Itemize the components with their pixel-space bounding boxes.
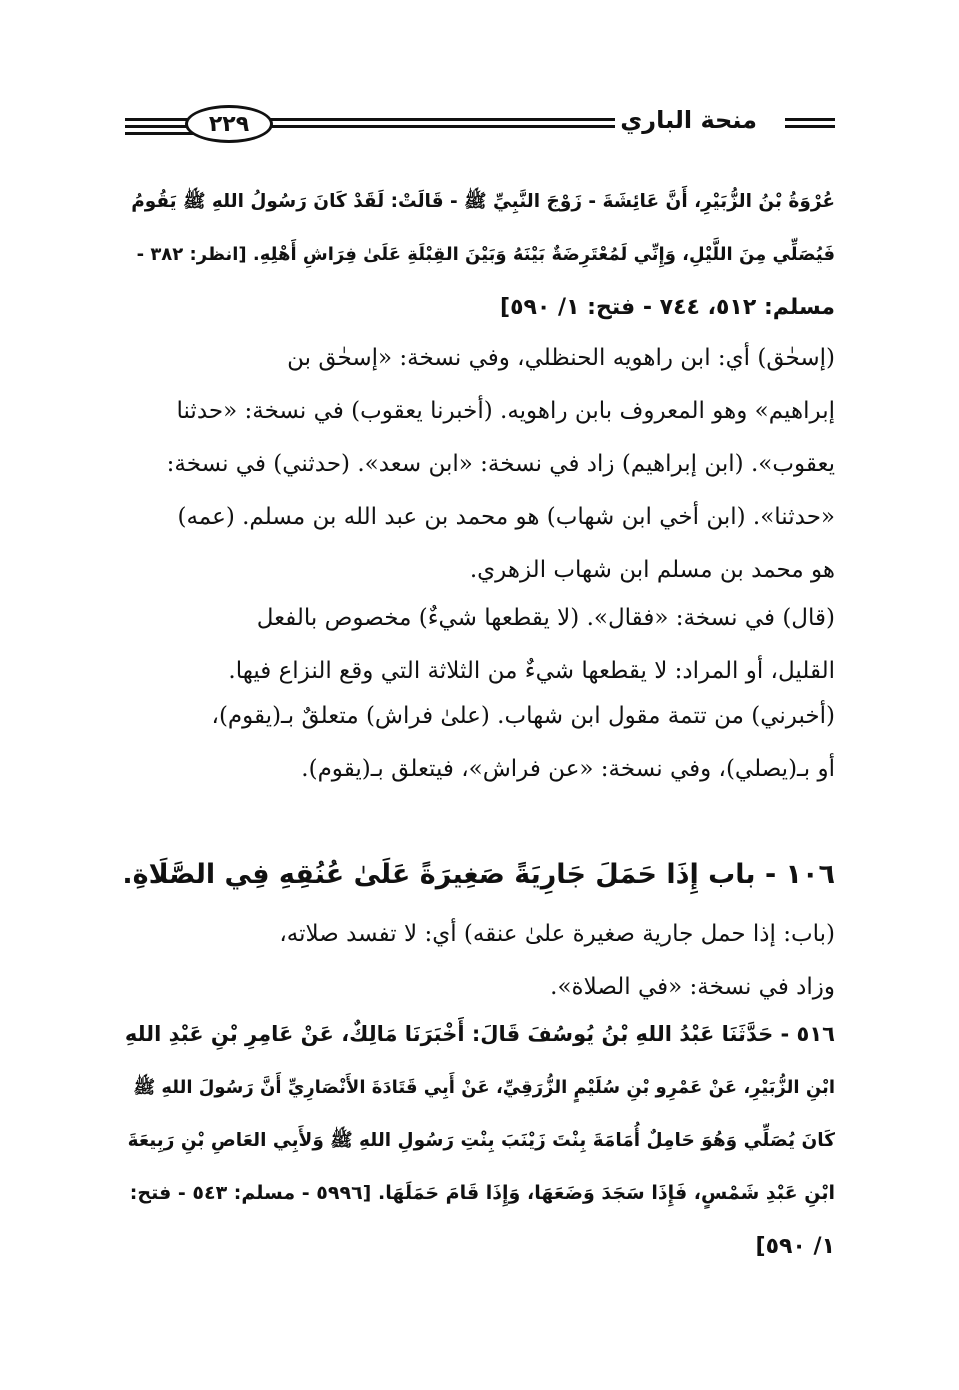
book-title: منحة الباري (620, 106, 757, 134)
text-line: يعقوب». (ابن إبراهيم) زاد في نسخة: «ابن سعد». (حدثني) في نسخة: (166, 451, 835, 477)
header-rule (265, 125, 615, 128)
header-rule (785, 125, 835, 128)
commentary-paragraph (120, 690, 835, 796)
text-line: (قال) في نسخة: «فقال». (لا يقطعها شيءٌ) مخصوص بالفعل (256, 605, 835, 631)
text-line: (باب: إذا حمل جارية صغيرة علىٰ عنقه) أي: لا تفسد صلاته، (279, 921, 835, 947)
page-header (125, 100, 835, 150)
text-line: كَانَ يُصَلِّي وَهُوَ حَامِلٌ أُمَامَةَ بِنْتَ زَيْنَبَ بِنْتِ رَسُولِ اللهِ ﷺ وَلأَبِي العَاصِ بْنِ رَبِيعَةَ (127, 1130, 835, 1151)
text-line: ابْنِ الزُّبَيْرِ، عَنْ عَمْرِو بْنِ سُلَيْمٍ الزُّرَقِيِّ، عَنْ أَبِي قَتَادَةَ الأَنْصَارِيِّ أَنَّ رَسُولَ اللهِ ﷺ (133, 1077, 835, 1098)
text-line: ١/ ٥٩٠] (755, 1234, 835, 1259)
header-rule (785, 118, 835, 121)
text-line: (إسحٰق) أي: ابن راهويه الحنظلي، وفي نسخة: «إسحٰق بن (287, 345, 835, 371)
hadith-516 (120, 1008, 835, 1273)
text-line: هو محمد بن مسلم ابن شهاب الزهري. (469, 557, 835, 583)
chapter-title (120, 848, 835, 901)
commentary-paragraph (120, 908, 835, 1014)
text-line: مسلم: ٥١٢، ٧٤٤ - فتح: ١/ ٥٩٠] (500, 295, 835, 320)
text-line: فَيُصَلِّي مِنَ اللَّيْلِ، وَإِنِّي لَمُعْتَرِضَةٌ بَيْنَهُ وَبَيْنَ القِبْلَةِ عَلَىٰ فِرَاشِ أَهْلِهِ. [انظر: ٣٨٢ - (136, 244, 835, 265)
chapter-heading: ١٠٦ - باب إِذَا حَمَلَ جَارِيَةً صَغِيرَةً عَلَىٰ عُنُقِهِ فِي الصَّلَاةِ. (122, 859, 835, 890)
text-line: ابْنِ عَبْدِ شَمْسٍ، فَإِذَا سَجَدَ وَضَعَهَا، وَإِذَا قَامَ حَمَلَهَا. [٥٩٩٦ - مسلم: ٥٤٣ - فتح: (129, 1182, 835, 1204)
text-line: إبراهيم» وهو المعروف بابن راهويه. (أخبرنا يعقوب) في نسخة: «حدثنا (176, 398, 835, 424)
text-line: «حدثنا». (ابن أخي ابن شهاب) هو محمد بن عبد الله بن مسلم. (عمه) (177, 504, 835, 530)
header-rule (265, 118, 615, 121)
commentary-paragraph (120, 592, 835, 698)
text-line: أو بـ(يصلي)، وفي نسخة: «عن فراش»، فيتعلق بـ(يقوم). (301, 756, 835, 782)
hadith-515 (120, 175, 835, 334)
text-line: وزاد في نسخة: «في الصلاة». (550, 974, 835, 1000)
page-number: ٢٢٩ (185, 105, 273, 143)
commentary-paragraph (120, 332, 835, 597)
text-line: القليل، أو المراد: لا يقطعها شيءٌ من الثلاثة التي وقع النزاع فيها. (228, 658, 835, 684)
text-line: ٥١٦ - حَدَّثَنَا عَبْدُ اللهِ بْنُ يُوسُفَ قَالَ: أَخْبَرَنَا مَالِكٌ، عَنْ عَامِرِ بْنِ عَبْدِ اللهِ (124, 1022, 835, 1046)
text-line: عُرْوَةُ بْنُ الزُّبَيْرِ، أَنَّ عَائِشَةَ - زَوْجَ النَّبِيِّ ﷺ - قَالَتْ: لَقَدْ كَانَ رَسُولُ اللهِ ﷺ يَقُومُ (131, 191, 835, 212)
text-line: (أخبرني) من تتمة مقول ابن شهاب. (علىٰ فراش) متعلقٌ بـ(يقوم)، (211, 703, 835, 729)
